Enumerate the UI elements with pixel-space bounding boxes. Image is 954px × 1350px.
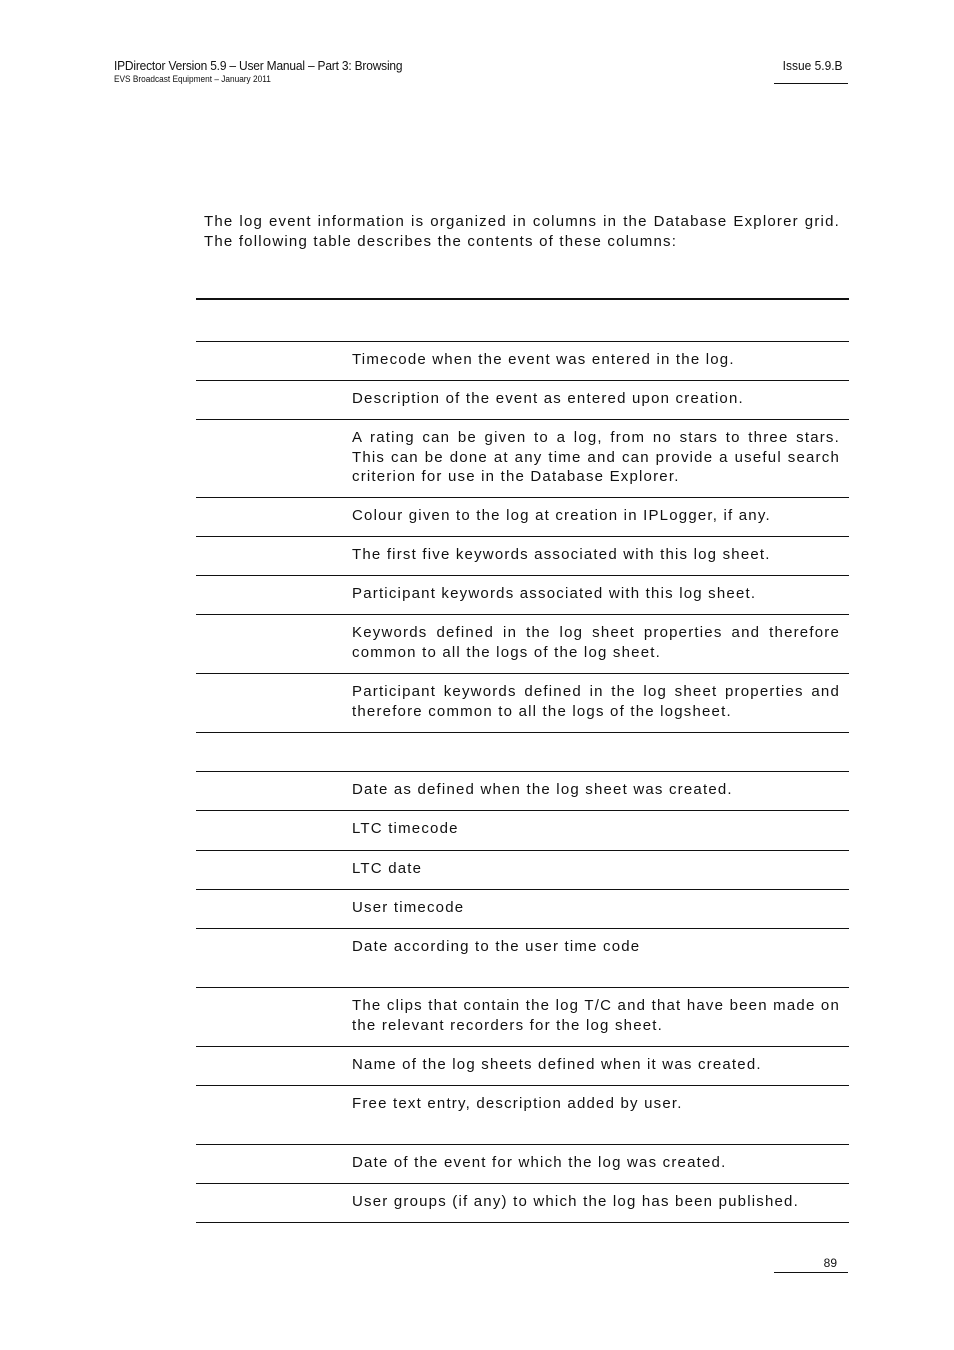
column-name-cell: [196, 674, 352, 732]
column-name-cell: [196, 1086, 352, 1144]
column-description-cell: Description of the event as entered upon creation.: [352, 390, 744, 407]
table-row: [196, 342, 849, 381]
column-name-cell: [196, 420, 352, 497]
column-description-cell: Participant keywords associated with this log sheet.: [352, 585, 757, 602]
table-row: [196, 988, 849, 1047]
column-description-cell: Colour given to the log at creation in IPLogger, if any.: [352, 507, 771, 524]
column-name-cell: [196, 576, 352, 614]
table-row: [196, 851, 849, 890]
table-row: [196, 615, 849, 674]
column-description-table: [196, 298, 849, 1223]
column-name-cell: [196, 615, 352, 673]
column-description-cell: Date of the event for which the log was created.: [352, 1154, 727, 1171]
table-row: [196, 1086, 849, 1145]
table-row: [196, 929, 849, 988]
column-description-cell: Free text entry, description added by user.: [352, 1095, 683, 1112]
page-header: [114, 58, 427, 85]
column-description-cell: User timecode: [352, 899, 465, 916]
table-row: [196, 674, 849, 733]
document-title: IPDirector Version 5.9 – User Manual – Part 3: Browsing: [114, 58, 403, 73]
table-row: [196, 811, 849, 851]
table-row: [196, 498, 849, 537]
column-description-cell: A rating can be given to a log, from no stars to three stars. This can be done at any time and can provide a useful search criterion for use in the Database Explorer.: [352, 429, 840, 485]
header-description-cell: [352, 300, 849, 341]
column-name-cell: [196, 851, 352, 889]
column-name-cell: [196, 537, 352, 575]
column-name-cell: [196, 1145, 352, 1183]
column-name-cell: [196, 733, 352, 771]
table-row: [196, 1047, 849, 1086]
table-row: [196, 420, 849, 498]
column-name-cell: [196, 342, 352, 380]
column-name-cell: [196, 381, 352, 419]
column-name-cell: [196, 929, 352, 987]
column-name-cell: [196, 988, 352, 1046]
column-description-cell: The clips that contain the log T/C and that have been made on the relevant recorders for the log sheet.: [352, 997, 840, 1034]
issue-number: Issue 5.9.B: [782, 58, 843, 73]
column-description-cell: LTC date: [352, 860, 423, 877]
table-row: [196, 1184, 849, 1223]
table-row: [196, 890, 849, 929]
column-description-cell: Keywords defined in the log sheet properties and therefore common to all the logs of the log sheet.: [352, 624, 840, 661]
column-description-cell: Name of the log sheets defined when it was created.: [352, 1056, 762, 1073]
column-description-cell: Participant keywords defined in the log sheet properties and therefore common to all the logs of the logsheet.: [352, 683, 840, 720]
table-row: [196, 537, 849, 576]
intro-paragraph: The log event information is organized in columns in the Database Explorer grid. The following table describes the contents of these columns:: [204, 213, 840, 250]
column-description-cell: Timecode when the event was entered in the log.: [352, 351, 735, 368]
column-description-cell: User groups (if any) to which the log has been published.: [352, 1193, 799, 1210]
page-footer: [774, 1256, 848, 1273]
column-name-cell: [196, 498, 352, 536]
column-description-cell: [352, 733, 849, 771]
column-name-cell: [196, 772, 352, 810]
table-header-row: [196, 300, 849, 342]
column-name-cell: [196, 890, 352, 928]
table-row: [196, 381, 849, 420]
column-description-cell: The first five keywords associated with this log sheet.: [352, 546, 771, 563]
table-row: [196, 733, 849, 772]
column-name-cell: [196, 1047, 352, 1085]
column-description-cell: Date according to the user time code: [352, 938, 641, 955]
page-number: 89: [823, 1256, 837, 1270]
document-subtitle: EVS Broadcast Equipment – January 2011: [114, 74, 271, 84]
table-row: [196, 1145, 849, 1184]
column-description-cell: LTC timecode: [352, 820, 459, 837]
column-name-cell: [196, 1184, 352, 1222]
column-description-cell: Date as defined when the log sheet was created.: [352, 781, 733, 798]
table-row: [196, 772, 849, 811]
column-name-cell: [196, 811, 352, 850]
issue-block: [774, 58, 848, 84]
table-row: [196, 576, 849, 615]
header-column-cell: [196, 300, 352, 341]
